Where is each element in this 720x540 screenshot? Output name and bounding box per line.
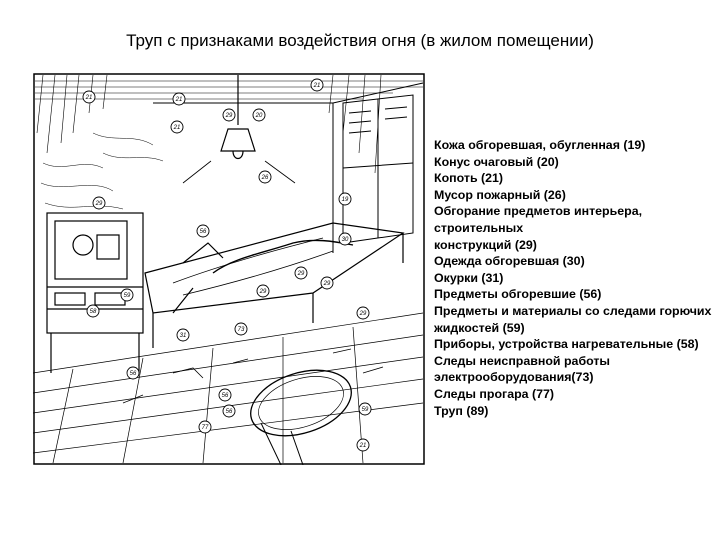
svg-text:56: 56 xyxy=(221,393,229,399)
window xyxy=(343,95,413,243)
callout-marker xyxy=(359,403,371,415)
svg-text:56: 56 xyxy=(129,371,137,377)
callout-marker xyxy=(199,421,211,433)
callout-marker xyxy=(321,277,333,289)
svg-text:21: 21 xyxy=(359,443,367,449)
legend-item: Приборы, устройства нагревательные (58) xyxy=(434,337,699,352)
svg-text:59: 59 xyxy=(361,407,369,413)
slide-title: Труп с признаками воздействия огня (в жилом помещении) xyxy=(126,31,594,50)
svg-text:59: 59 xyxy=(123,293,131,299)
legend-item: Кожа обгоревшая, обугленная (19) xyxy=(434,138,646,152)
callout-marker xyxy=(127,367,139,379)
legend-item: Предметы обгоревшие (56) xyxy=(434,287,602,302)
callout-marker xyxy=(357,439,369,451)
callout-marker xyxy=(357,307,369,319)
legend-item: конструкций (29) xyxy=(434,237,537,252)
svg-text:19: 19 xyxy=(341,197,349,203)
svg-text:21: 21 xyxy=(175,97,183,103)
svg-text:21: 21 xyxy=(173,125,181,131)
svg-text:56: 56 xyxy=(199,229,207,235)
callout-marker xyxy=(83,91,95,103)
callout-marker xyxy=(177,329,189,341)
svg-text:29: 29 xyxy=(323,281,331,287)
legend-item: Предметы и материалы со следами горючих жидкостей (59) xyxy=(434,303,712,335)
svg-text:29: 29 xyxy=(225,113,233,119)
legend-item: Одежда обгоревшая (30) xyxy=(434,254,585,269)
legend-item: Конус очаговый (20) xyxy=(434,154,559,169)
callout-marker xyxy=(223,405,235,417)
callout-marker xyxy=(121,289,133,301)
svg-text:20: 20 xyxy=(255,113,263,119)
callout-marker xyxy=(171,121,183,133)
callout-marker xyxy=(259,171,271,183)
floor-debris xyxy=(123,349,383,403)
callout-marker xyxy=(311,79,323,91)
svg-text:29: 29 xyxy=(359,311,367,317)
callout-marker xyxy=(219,389,231,401)
legend-item: Труп (89) xyxy=(434,403,489,418)
svg-text:56: 56 xyxy=(225,409,233,415)
svg-text:21: 21 xyxy=(85,95,93,101)
callout-marker xyxy=(339,193,351,205)
legend-item: Следы неисправной работы электрооборудования(73) xyxy=(434,353,611,385)
callout-marker xyxy=(173,93,185,105)
callout-marker xyxy=(257,285,269,297)
hanging-lamp xyxy=(183,75,295,183)
callout-marker xyxy=(339,233,351,245)
callout-marker xyxy=(87,305,99,317)
burned-room-illustration xyxy=(33,73,425,465)
svg-text:31: 31 xyxy=(179,333,187,339)
legend-item: Следы прогара (77) xyxy=(434,386,555,401)
callout-marker xyxy=(93,197,105,209)
svg-text:29: 29 xyxy=(95,201,103,207)
svg-text:73: 73 xyxy=(237,327,245,333)
callout-marker xyxy=(197,225,209,237)
ceiling-soot-hatching xyxy=(35,75,423,173)
callout-marker xyxy=(235,323,247,335)
legend-item: Окурки (31) xyxy=(434,270,504,285)
svg-text:29: 29 xyxy=(297,271,305,277)
legend-item: Мусор пожарный (26) xyxy=(434,187,566,202)
svg-text:30: 30 xyxy=(341,237,349,243)
svg-text:77: 77 xyxy=(201,425,209,431)
callout-marker xyxy=(253,109,265,121)
callout-marker xyxy=(295,267,307,279)
legend-item: Обгорание предметов интерьера, строительных xyxy=(434,204,643,235)
svg-text:58: 58 xyxy=(89,309,97,315)
legend-list xyxy=(434,137,716,419)
svg-text:21: 21 xyxy=(313,83,321,89)
callout-marker xyxy=(223,109,235,121)
svg-text:26: 26 xyxy=(261,175,269,181)
svg-text:29: 29 xyxy=(259,289,267,295)
legend-item: Копоть (21) xyxy=(434,171,504,186)
